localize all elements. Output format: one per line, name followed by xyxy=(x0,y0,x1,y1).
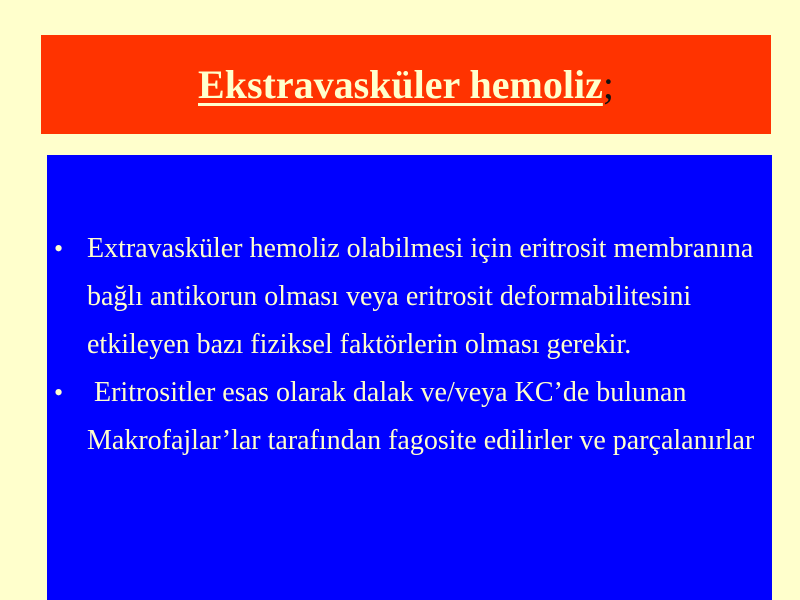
bullet-list xyxy=(47,225,772,465)
bullet-text: Extravasküler hemoliz olabilmesi için eritrosit membranına bağlı antikorun olması veya eritrosit deformabilitesini etkileyen bazı fiziksel faktörlerin olması gerekir. xyxy=(87,233,754,360)
title-bar xyxy=(41,35,771,134)
bullet-dot-icon: • xyxy=(54,378,64,407)
content-box xyxy=(47,155,772,600)
bullet-dot-icon: • xyxy=(54,234,64,263)
bullet-text: Eritrositler esas olarak dalak ve/veya KC’de bulunan Makrofajlar’lar tarafından fagosite edilirler ve parçalanırlar xyxy=(87,377,755,456)
bullet-item xyxy=(47,225,772,369)
slide-title-suffix: ; xyxy=(602,62,614,107)
bullet-item xyxy=(47,369,772,465)
slide-title-main: Ekstravasküler hemoliz xyxy=(198,62,603,107)
slide-title xyxy=(198,61,614,108)
